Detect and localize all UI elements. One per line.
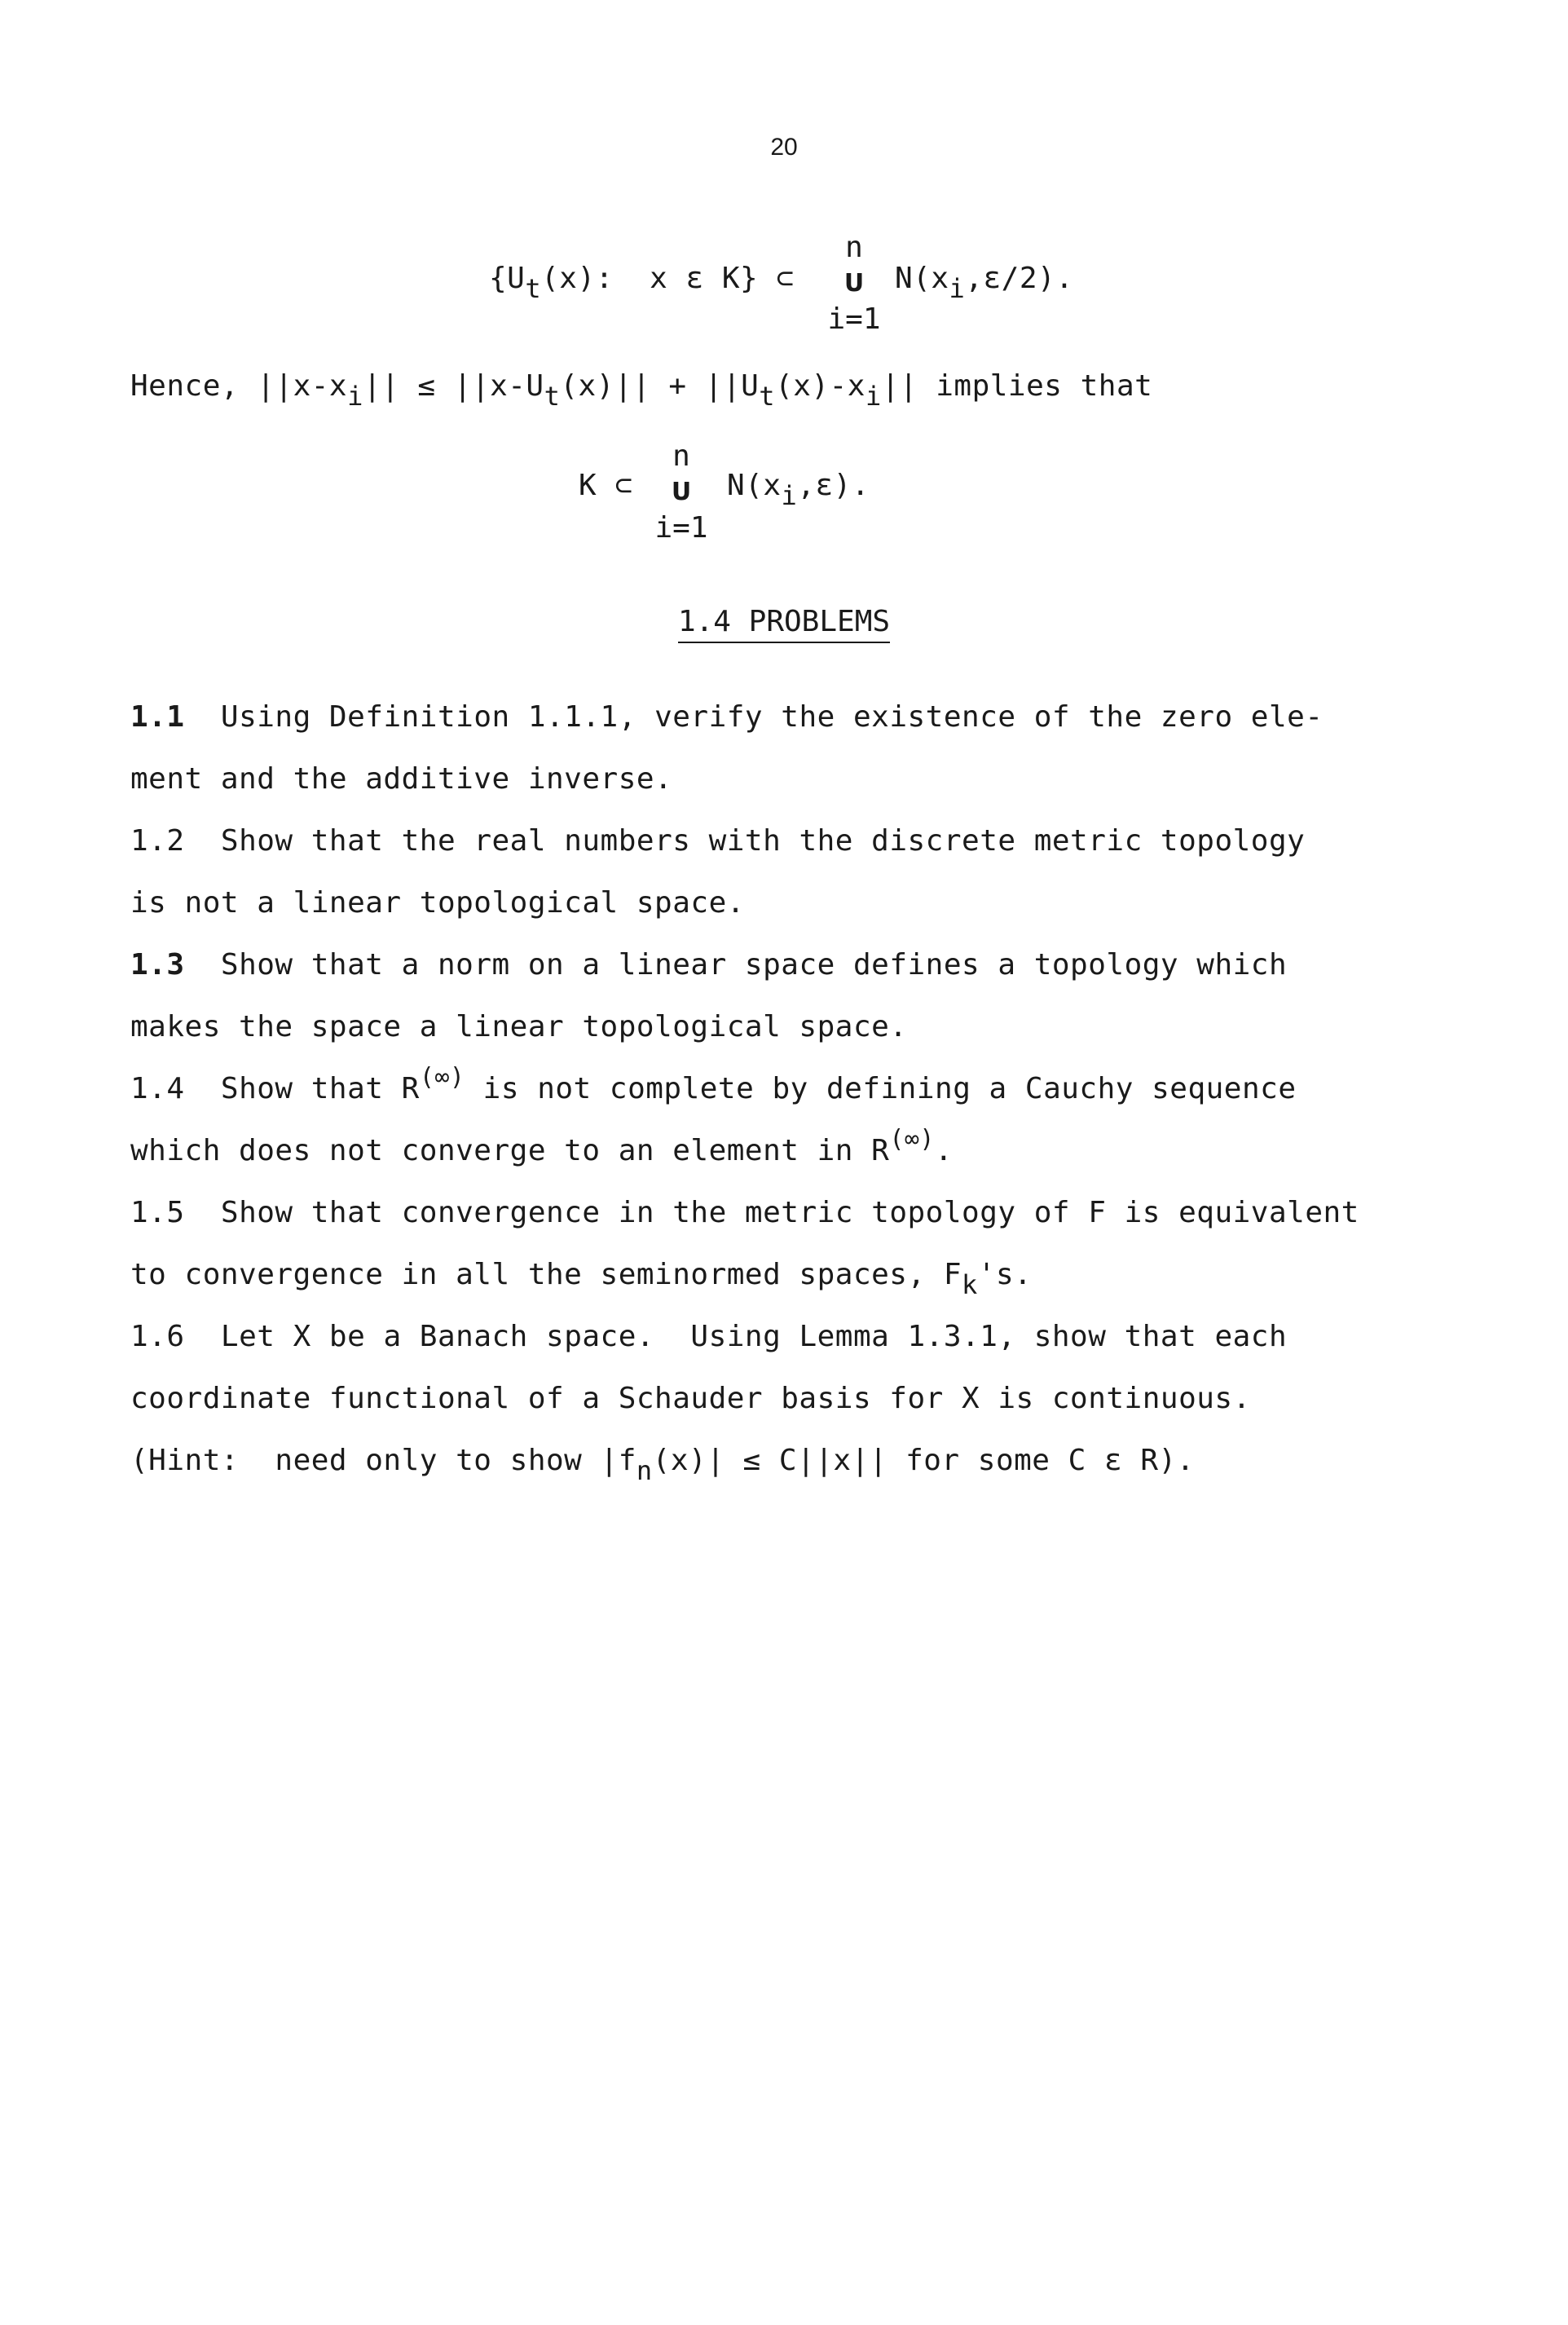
problem-1-2-line-1: 1.2 Show that the real numbers with the discrete metric topology bbox=[130, 824, 1306, 858]
problem-1-3-line-1: 1.3 Show that a norm on a linear space defines a topology which bbox=[130, 948, 1288, 982]
union-lower-limit: i=1 bbox=[654, 511, 708, 545]
equation-1-union bbox=[821, 230, 887, 338]
problem-number: 1.5 bbox=[130, 1196, 185, 1229]
problem-1-6-line-3: (Hint: need only to show |fn(x)| ≤ C||x|| for some C ε R). bbox=[130, 1444, 1195, 1486]
problem-number: 1.6 bbox=[130, 1320, 185, 1353]
problem-1-5-line-2: to convergence in all the seminormed spaces, Fk's. bbox=[130, 1258, 1033, 1300]
union-upper-limit: n bbox=[672, 439, 690, 473]
equation-2-lhs: K ⊂ bbox=[579, 469, 633, 502]
problem-1-6-line-2: coordinate functional of a Schauder basis for X is continuous. bbox=[130, 1382, 1251, 1415]
problem-1-1-line-1: 1.1 Using Definition 1.1.1, verify the existence of the zero ele- bbox=[130, 700, 1324, 734]
problem-1-4-line-2: which does not converge to an element in R(∞). bbox=[130, 1125, 954, 1167]
equation-2-rhs: N(xi,ε). bbox=[727, 469, 870, 511]
problem-number: 1.1 bbox=[130, 700, 185, 734]
hence-line: Hence, ||x-xi|| ≤ ||x-Ut(x)|| + ||Ut(x)-xi|| implies that bbox=[130, 369, 1153, 412]
page-number: 20 bbox=[770, 134, 798, 161]
union-operator: U bbox=[671, 478, 692, 506]
union-operator: U bbox=[843, 269, 865, 298]
problem-1-6-line-1: 1.6 Let X be a Banach space. Using Lemma 1.3.1, show that each bbox=[130, 1320, 1288, 1353]
problem-1-3-line-2: makes the space a linear topological space. bbox=[130, 1010, 908, 1043]
problem-1-4-line-1: 1.4 Show that R(∞) is not complete by defining a Cauchy sequence bbox=[130, 1063, 1297, 1105]
problem-1-1-line-2: ment and the additive inverse. bbox=[130, 762, 673, 796]
equation-1-lhs: {Ut(x): x ε K} ⊂ bbox=[489, 262, 795, 304]
section-heading: 1.4 PROBLEMS bbox=[0, 605, 1568, 638]
problem-1-2-line-2: is not a linear topological space. bbox=[130, 886, 745, 920]
problem-number: 1.2 bbox=[130, 824, 185, 858]
problem-number: 1.4 bbox=[130, 1072, 185, 1105]
problem-number: 1.3 bbox=[130, 948, 185, 982]
union-upper-limit: n bbox=[845, 231, 863, 264]
problem-1-5-line-1: 1.5 Show that convergence in the metric topology of F is equivalent bbox=[130, 1196, 1359, 1229]
equation-2-union bbox=[649, 439, 714, 546]
union-lower-limit: i=1 bbox=[827, 302, 881, 336]
equation-1-rhs: N(xi,ε/2). bbox=[895, 262, 1074, 304]
